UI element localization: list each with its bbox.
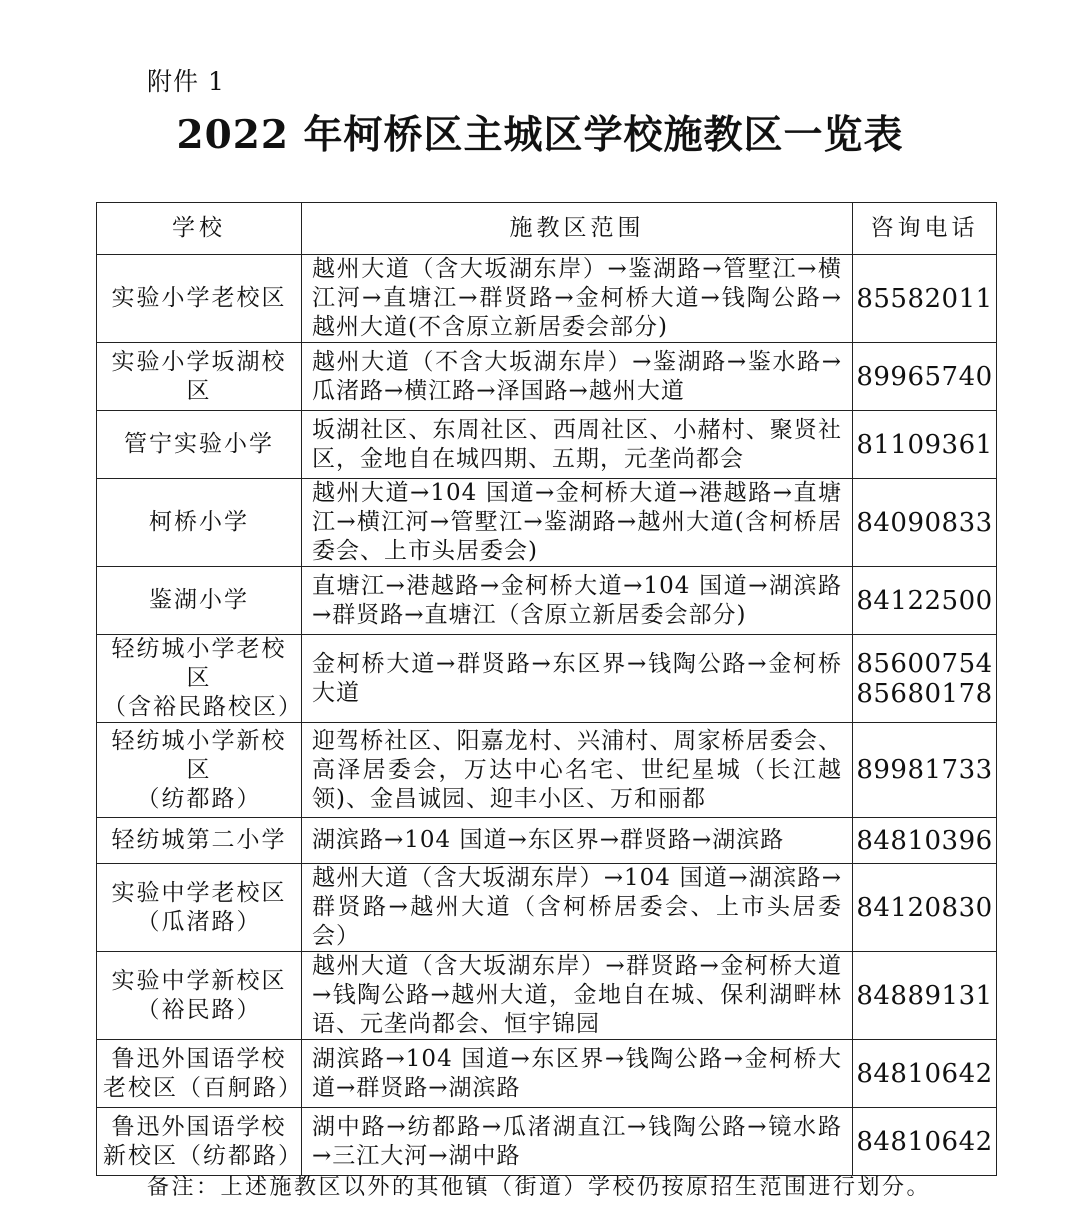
school-cell xyxy=(97,723,302,818)
district-range-cell: 越州大道（不含大坂湖东岸）→鉴湖路→鉴水路→瓜渚路→横江路→泽国路→越州大道 xyxy=(302,343,853,411)
school-cell xyxy=(97,818,302,864)
school-cell xyxy=(97,864,302,952)
school-cell xyxy=(97,255,302,343)
table-row xyxy=(97,723,997,818)
school-name-line: 柯桥小学 xyxy=(149,509,249,535)
school-cell xyxy=(97,635,302,723)
table-row xyxy=(97,864,997,952)
phone-number: 85582011 xyxy=(856,283,993,314)
school-cell xyxy=(97,952,302,1040)
school-name-line: 实验中学老校区 xyxy=(111,879,287,906)
table-row xyxy=(97,255,997,343)
table-row xyxy=(97,567,997,635)
phone-number: 84810396 xyxy=(856,825,993,856)
footer-note: 备注：上述施教区以外的其他镇（街道）学校仍按原招生范围进行划分。 xyxy=(147,1175,932,1200)
school-cell xyxy=(97,343,302,411)
phone-number: 84889131 xyxy=(856,980,993,1011)
district-range-cell: 直塘江→港越路→金柯桥大道→104 国道→湖滨路→群贤路→直塘江（含原立新居委会部分) xyxy=(302,567,853,635)
school-name-line: 轻纺城第二小学 xyxy=(111,827,287,853)
phone-cell xyxy=(853,567,997,635)
table-row xyxy=(97,1108,997,1176)
school-name-line: 管宁实验小学 xyxy=(124,431,274,457)
school-cell xyxy=(97,567,302,635)
phone-number: 85680178 xyxy=(856,678,993,709)
phone-number: 81109361 xyxy=(856,429,993,460)
page-title: 2022 年柯桥区主城区学校施教区一览表 xyxy=(176,112,904,158)
school-name-line: （瓜渚路） xyxy=(136,908,262,935)
phone-cell xyxy=(853,818,997,864)
district-range-cell: 越州大道（含大坂湖东岸）→104 国道→湖滨路→群贤路→越州大道（含柯桥居委会、上市头居委会） xyxy=(302,864,853,952)
district-range-cell: 湖中路→纺都路→瓜渚湖直江→钱陶公路→镜水路→三江大河→湖中路 xyxy=(302,1108,853,1176)
phone-cell xyxy=(853,952,997,1040)
phone-number: 85600754 xyxy=(856,648,993,679)
school-name-line: 实验小学老校区 xyxy=(111,285,287,311)
district-range-cell: 湖滨路→104 国道→东区界→钱陶公路→金柯桥大道→群贤路→湖滨路 xyxy=(302,1040,853,1108)
school-name-line: 轻纺城小学老校区 xyxy=(111,636,287,691)
phone-cell xyxy=(853,723,997,818)
column-header-range: 施教区范围 xyxy=(302,203,853,255)
phone-number: 84810642 xyxy=(856,1058,993,1089)
phone-number: 84120830 xyxy=(856,892,993,923)
school-name-line: 实验小学坂湖校区 xyxy=(111,348,287,404)
district-range-cell: 金柯桥大道→群贤路→东区界→钱陶公路→金柯桥大道 xyxy=(302,635,853,723)
table-row xyxy=(97,635,997,723)
school-name-line: 鉴湖小学 xyxy=(149,587,249,613)
phone-number: 89965740 xyxy=(856,361,993,392)
school-name-line: 新校区（纺都路） xyxy=(103,1142,303,1169)
district-range-cell: 湖滨路→104 国道→东区界→群贤路→湖滨路 xyxy=(302,818,853,864)
phone-cell xyxy=(853,635,997,723)
table-row xyxy=(97,411,997,479)
phone-cell xyxy=(853,479,997,567)
school-name-line: 实验中学新校区 xyxy=(111,967,287,994)
phone-number: 84810642 xyxy=(856,1126,993,1157)
phone-cell xyxy=(853,255,997,343)
table-row xyxy=(97,343,997,411)
district-range-cell: 越州大道→104 国道→金柯桥大道→港越路→直塘江→横江河→管墅江→鉴湖路→越州大道(含柯桥居委会、上市头居委会) xyxy=(302,479,853,567)
phone-cell xyxy=(853,343,997,411)
school-name-line: 鲁迅外国语学校 xyxy=(111,1045,287,1072)
column-header-school: 学校 xyxy=(97,203,302,255)
school-cell xyxy=(97,1040,302,1108)
table-row xyxy=(97,818,997,864)
district-range-cell: 坂湖社区、东周社区、西周社区、小赭村、聚贤社区，金地自在城四期、五期，元垄尚都会 xyxy=(302,411,853,479)
column-header-phone: 咨询电话 xyxy=(853,203,997,255)
phone-cell xyxy=(853,411,997,479)
school-name-line: 轻纺城小学新校区 xyxy=(111,727,287,783)
district-range-cell: 越州大道（含大坂湖东岸）→群贤路→金柯桥大道→钱陶公路→越州大道，金地自在城、保利湖畔林语、元垄尚都会、恒宇锦园 xyxy=(302,952,853,1040)
district-range-cell: 越州大道（含大坂湖东岸）→鉴湖路→管墅江→横江河→直塘江→群贤路→金柯桥大道→钱陶公路→越州大道(不含原立新居委会部分) xyxy=(302,255,853,343)
phone-cell xyxy=(853,1040,997,1108)
school-name-line: 老校区（百舸路） xyxy=(103,1074,303,1101)
school-cell xyxy=(97,479,302,567)
school-name-line: （纺都路） xyxy=(136,785,262,812)
phone-number: 84122500 xyxy=(856,585,993,616)
school-cell xyxy=(97,1108,302,1176)
school-cell xyxy=(97,411,302,479)
table-row xyxy=(97,952,997,1040)
table-header-row xyxy=(97,203,997,255)
table-row xyxy=(97,479,997,567)
school-name-line: （含裕民路校区） xyxy=(103,694,303,720)
school-district-table xyxy=(96,202,997,1176)
phone-cell xyxy=(853,864,997,952)
table-row xyxy=(97,1040,997,1108)
attachment-label: 附件 1 xyxy=(147,67,225,96)
phone-number: 84090833 xyxy=(856,507,993,538)
school-name-line: 鲁迅外国语学校 xyxy=(111,1113,287,1140)
school-name-line: （裕民路） xyxy=(136,996,262,1023)
district-range-cell: 迎驾桥社区、阳嘉龙村、兴浦村、周家桥居委会、高泽居委会，万达中心名宅、世纪星城（长江越领)、金昌诚园、迎丰小区、万和丽都 xyxy=(302,723,853,818)
phone-cell xyxy=(853,1108,997,1176)
phone-number: 89981733 xyxy=(856,755,993,785)
